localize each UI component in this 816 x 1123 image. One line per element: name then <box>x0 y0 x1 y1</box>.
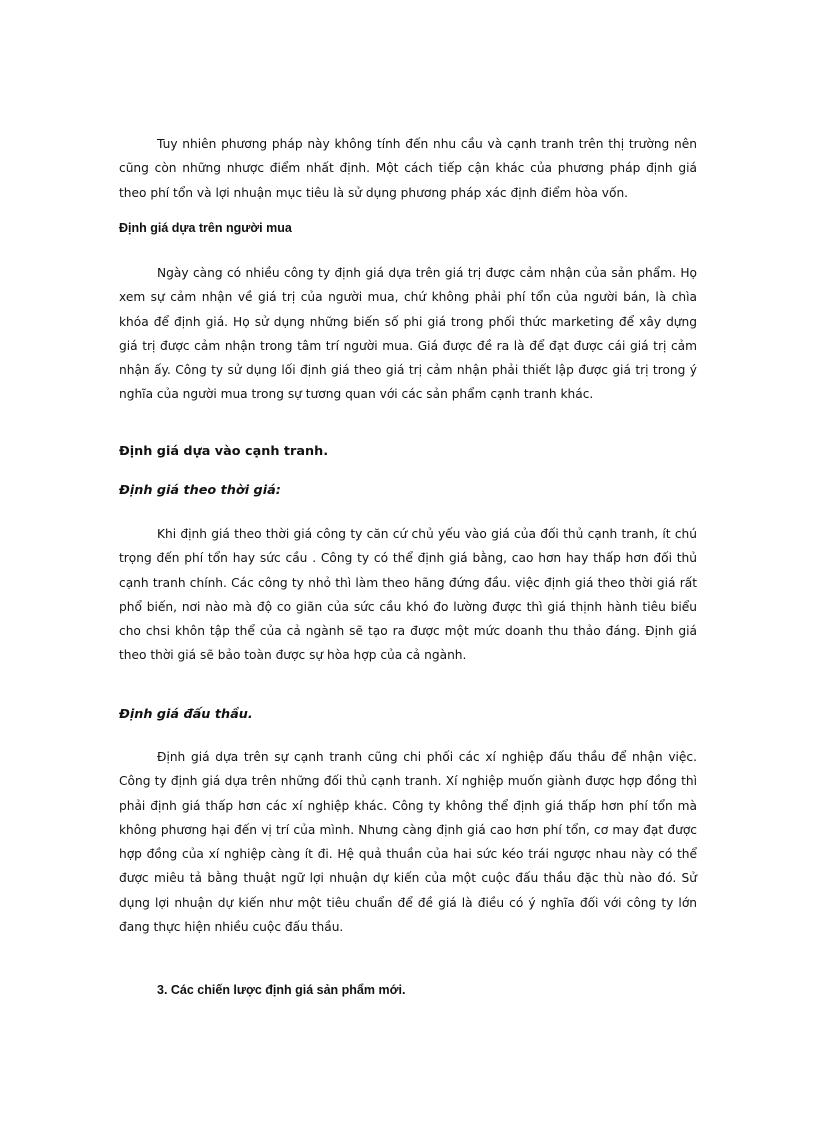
heading-new-product-pricing-strategies: 3. Các chiến lược định giá sản phẩm mới. <box>157 983 406 997</box>
paragraph-sealed-bid-pricing: Định giá dựa trên sự cạnh tranh cũng chi phối các xí nghiệp đấu thầu để nhận việc. Công ty định giá dựa trên những đối thủ cạnh tranh. Xí nghiệp muốn giành được hợp đồng thì phải định giá thấp hơn các xí nghiệp khác. Công ty không thể định giá thấp hơn phí tổn mà không phương hại đến vị trí của mình. Nhưng càng định giá cao hơn phí tổn, cơ may đạt được hợp đồng của xí nghiệp càng ít đi. Hệ quả thuần của hai sức kéo trái ngược nhau này có thể được miêu tả bằng thuật ngữ lợi nhuận dự kiến của một cuộc đấu thầu đặc thù nào đó. Sử dụng lợi nhuận dự kiến như một tiêu chuẩn để đề giá là điều có ý nghĩa đối với công ty lớn đang thực hiện nhiều cuộc đấu thầu. <box>119 750 697 935</box>
paragraph-break-even: Tuy nhiên phương pháp này không tính đến nhu cầu và cạnh tranh trên thị trường nên cũng còn những nhược điểm nhất định. Một cách tiếp cận khác của phương pháp định giá theo phí tổn và lợi nhuận mục tiêu là sử dụng phương pháp xác định điểm hòa vốn. <box>119 137 697 200</box>
heading-buyer-based-pricing: Định giá dựa trên người mua <box>119 221 292 235</box>
heading-sealed-bid-pricing: Định giá đấu thầu. <box>119 707 253 722</box>
paragraph-going-rate-pricing: Khi định giá theo thời giá công ty căn cứ chủ yếu vào giá của đối thủ cạnh tranh, ít chú trọng đến phí tổn hay sức cầu . Công ty có thể định giá bằng, cao hơn hay thấp hơn đối thủ cạnh tranh chính. Các công ty nhỏ thì làm theo hãng đứng đầu. việc định giá theo thời giá rất phổ biến, nơi nào mà độ co giãn của sức cầu khó đo lường được thì giá thịnh hành tiêu biểu cho chsi khôn tập thể của cả ngành sẽ tạo ra được một mức doanh thu thảo đáng. Định giá theo thời giá sẽ bảo toàn được sự hòa hợp của cả ngành. <box>119 527 697 663</box>
paragraph-buyer-based-pricing: Ngày càng có nhiều công ty định giá dựa trên giá trị được cảm nhận của sản phẩm. Họ xem sự cảm nhận về giá trị của người mua, chứ không phải phí tổn của người bán, là chìa khóa để định giá. Họ sử dụng những biến số phi giá trong phối thức marketing để xây dựng giá trị được cảm nhận trong tâm trí người mua. Giá được đề ra là để đạt được cái giá trị cảm nhận ấy. Công ty sử dụng lối định giá theo giá trị cảm nhận phải thiết lập được giá trị trong ý nghĩa của người mua trong sự tương quan với các sản phẩm cạnh tranh khác. <box>119 266 697 402</box>
heading-competition-based-pricing: Định giá dựa vào cạnh tranh. <box>119 444 329 459</box>
heading-going-rate-pricing: Định giá theo thời giá: <box>119 483 281 498</box>
